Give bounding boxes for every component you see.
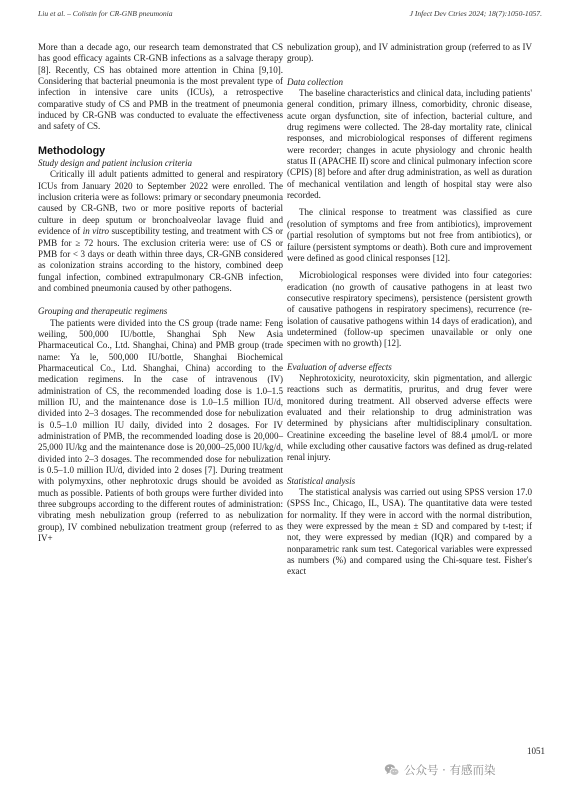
header-authors-title: Liu et al. – Colistin for CR-GNB pneumonia [38,9,173,18]
statistical-analysis-heading: Statistical analysis [287,475,356,486]
right-column [287,42,532,578]
running-header [38,9,542,21]
study-design-text-2: susceptibility testing, and treatment with CS or PMB for ≥ 72 hours. The exclusion criteria were: use of CS or PMB for < 3 days or death within three days, CR-GNB considered as colonization strains according to the history, combined deep fungal infection, combined extrapulmonary CR-GNB infection, and combined pneumonia caused by other pathogens. [38,226,283,293]
left-column [38,42,283,544]
grouping-paragraph: The patients were divided into the CS group (trade name: Feng weiling, 500,000 IU/bottle, Shanghai Sph New Asia Pharmaceutical Co., Ltd. Shanghai, China) and PMB group (trade name: Ya le, 500,000 IU/bottle, Shanghai Biochemical Pharmaceutical Co., Ltd. Shanghai, China) according to the medication regimens. In the case of intravenous (IV) administration of CS, the recommended loading dose is 1.0–1.5 million IU, and the maintenance dose is 1.0–1.5 million IU/d, divided into 2–3 dosages. The recommended dose for nebulization is 0.5–1.0 million IU daily, divided into 2 dosages. For IV administration of PMB, the recommended loading dose is 20,000–25,000 IU/kg and the maintenance dose is 20,000–25,000 IU/kg/d, divided into 2–3 dosages. The recommended dose for nebulization is 0.5–1.0 million IU/d, divided into 2 doses [7]. During treatment with polymyxins, other nephrotoxic drugs should be avoided as much as possible. Patients of both groups were further divided into three subgroups according to the different routes of administration: vibrating mesh nebulization group (referred to as nebulization group), IV combined nebulization treatment group (referred to as IV+ [38,317,283,544]
data-collection-paragraph-3: Microbiological responses were divided into four categories: eradication (no growth of causative pathogens in at least two consecutive respiratory specimens), persistence (persistent growth of causative pathogens in respiratory specimens), recurrence (re-isolation of causative pathogens within 14 days of eradication), and undetermined (follow-up specimen unavailable or only one specimen with no growth) [12]. [287,270,532,349]
methodology-heading: Methodology [38,144,106,157]
intro-paragraph: More than a decade ago, our research team demonstrated that CS has good efficacy againts CR-GNB infections as a salvage therapy [8]. Recently, CS has obtained more attention in China [9,10]. Considering that bacterial pneumonia is the most prevalent type of infection in intensive care units (ICUs), a retrospective comparative study of CS and PMB in the treatment of pneumonia induced by CR-GNB was conducted to evaluate the effectiveness and safety of CS. [38,42,283,132]
study-design-heading: Study design and patient inclusion criteria [38,158,193,169]
study-design-text-1: Critically ill adult patients admitted to general and respiratory ICUs from January 2020 to September 2022 were enrolled. The inclusion criteria were as follows: primary or secondary pneumonia caused by CR-GNB, two or more positive reports of bacterial culture in deep sputum or bronchoalveolar lavage fluid and evidence of [38,169,283,237]
page-number: 1051 [527,746,545,756]
data-collection-paragraph-1: The baseline characteristics and clinical data, including patients' general condition, primary illness, comorbidity, chronic disease, acute organ dysfunction, site of infection, bacterial culture, and drug regimens were collected. The 28-day mortality rate, clinical responses, and microbiological responses of different regimens were recorder; changes in acute physiology and chronic health status II (APACHE II) score and clinical pulmonary infection score (CPIS) [8] before and after drug administration, as well as duration of mechanical ventilation and length of hospital stay were also recorded. [287,88,532,201]
grouping-heading: Grouping and therapeutic regimens [38,306,168,317]
data-collection-paragraph-2: The clinical response to treatment was classified as cure (resolution of symptoms and free from antibiotics), improvement (partial resolution of symptoms but not free from antibiotics), or failure (persistent symptoms or death). Both cure and improvement were defined as good clinical responses [12]. [287,207,532,263]
header-journal-citation: J Infect Dev Ctries 2024; 18(7):1050-1057. [409,9,542,18]
continuation-paragraph: nebulization group), and IV administration group (referred to as IV group). [287,42,532,64]
study-design-paragraph [38,169,283,294]
adverse-effects-paragraph: Nephrotoxicity, neurotoxicity, skin pigmentation, and allergic reactions such as dermatitis, pruritus, and drug fever were monitored during treatment. All observed adverse effects were evaluated and their relationship to drug administration was determined by physicians after multidisciplinary consultation. Creatinine exceeding the baseline level of 88.4 μmol/L or more while excluding other causative factors was defined as drug-related renal injury. [287,372,532,463]
adverse-effects-heading: Evaluation of adverse effects [287,361,392,372]
statistical-analysis-paragraph: The statistical analysis was carried out using SPSS version 17.0 (SPSS Inc., Chicago, IL, USA). The quantitative data were tested for normality. If they were in accord with the normal distribution, they were expressed by the mean ± SD and compared by t-test; if not, they were expressed by median (IQR) and compared by a nonparametric rank sum test. Categorical variables were expressed as numbers (%) and compared using the Chi-square test. Fisher's exact [287,487,532,577]
data-collection-heading: Data collection [287,76,344,87]
wechat-logo-icon [384,762,400,778]
wechat-watermark [384,762,495,778]
watermark-text: 公众号 · 有感而染 [404,763,496,777]
in-vitro-italic: in vitro [82,226,109,237]
